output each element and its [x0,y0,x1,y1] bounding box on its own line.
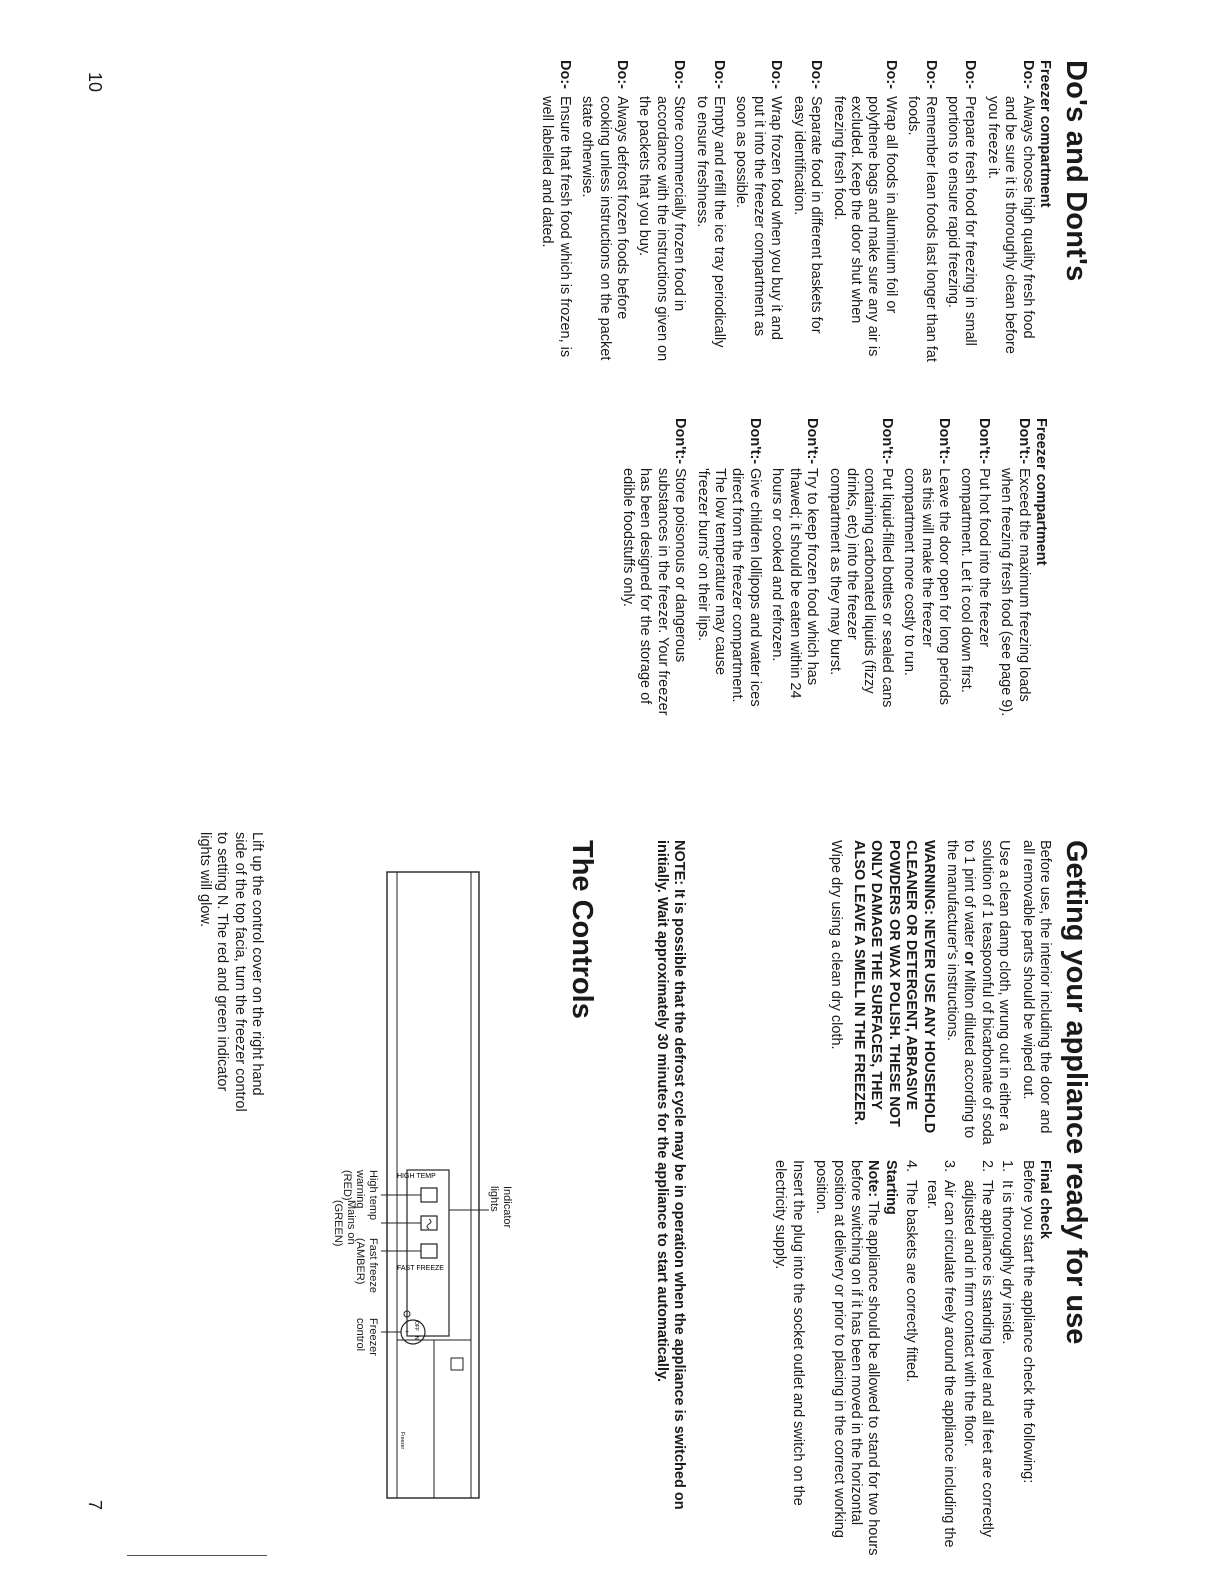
do-item [789,60,824,362]
do-label: Do:- [922,60,939,89]
final-check-heading: Final check [1037,1160,1053,1239]
cleaning-text-a: Use a clean damp cloth, wrung out in either a solution of 1 teaspoonful of bicarbonate of soda to 1 pint of water [961,840,1013,1145]
check-text: Air can circulate freely around the appliance including the rear. [923,1180,957,1548]
insert-plug-text: Insert the plug into the socket outlet and switch on the electricity supply. [772,1160,806,1506]
do-text: Wrap all foods in aluminium foil or polythene bags and make sure any air is excluded. Keep the door shut when freezing fresh food. [830,96,899,357]
check-number: 2. [978,1160,995,1173]
do-text: Remember lean foods last longer than fat foods. [905,96,939,362]
fast-freeze-light [421,1244,437,1258]
panel-brand-text: Freezer [399,1432,405,1450]
scan-edge-mark [127,1555,267,1556]
dont-section-heading: Freezer compartment [1033,418,1049,566]
do-label: Do:- [808,60,825,89]
label-high-temp-warning: High temp warning (RED) [341,1170,379,1221]
do-label: Do:- [711,60,728,89]
dont-text: Leave the door open for long periods as this will make the freezer compartment more costly to run. [901,468,952,706]
do-text: Store commercially frozen food in accordance with the instructions given on the packets that you buy. [636,96,688,362]
dont-item [768,418,820,718]
do-item [983,60,1035,362]
dont-text: Give children lollipops and water ices direct from the freezer compartment. The low temperature may cause 'freezer burns' on their lips. [694,468,763,707]
getting-ready-left-column [820,840,1053,1150]
do-text: Always choose high quality fresh food and be sure it is thoroughly clean before you freeze it. [984,96,1036,354]
do-section-heading: Freezer compartment [1037,60,1053,208]
dont-item [900,418,952,718]
dont-text: Put liquid-filled bottles or sealed cans containing carbonated liquids (fizzy drinks, etc) into the freezer compartment as they may burst. [826,468,895,708]
do-label: Do:- [614,60,631,89]
do-label: Do:- [556,60,573,89]
warning-text: WARNING: NEVER USE ANY HOUSEHOLD CLEANER OR DETERGENT, ABRASIVE POWDERS OR WAX POLISH. THESE NOT ONLY DAMAGE THE SURFACES, THEY ALSO LEAVE A SMELL IN THE FREEZER. [850,840,937,1134]
dos-list [538,60,1036,362]
getting-ready-title: Getting your appliance ready for use [1060,840,1092,1345]
cleaning-or: or [961,951,978,966]
final-check-list [902,1160,1015,1560]
do-label: Do:- [768,60,785,89]
do-item [829,60,899,362]
do-text: Empty and refill the ice tray periodically to ensure freshness. [693,96,728,348]
check-text: The baskets are correctly fitted. [903,1180,920,1383]
label-freezer-control: Freezer control [354,1318,379,1356]
dont-text: Exceed the maximum freezing loads when freezing fresh food (see page 9). [998,468,1032,717]
dos-donts-title: Do's and Dont's [1060,60,1092,282]
do-text: Wrap frozen food when you buy it and put it into the freezer compartment as soon as possible. [733,96,785,340]
dont-item [693,418,763,718]
dont-text: Try to keep frozen food which has thawed; it should be eaten within 24 hours or cooked and refrozen. [769,468,821,699]
label-fast-freeze: Fast freeze (AMBER) [354,1238,379,1294]
panel-high-temp-text: HIGH TEMP [397,1173,436,1180]
do-text: Prepare fresh food for freezing in small portions to ensure rapid freezing. [944,96,979,346]
mains-wave-icon [427,1219,431,1229]
do-item [578,60,630,362]
dont-item [825,418,895,718]
starting-note [812,1160,882,1560]
dial-off-mark: OFF [413,1321,419,1331]
do-text: Ensure that fresh food which is frozen, is well labelled and dated. [539,96,573,358]
do-item [635,60,687,362]
note-text: The appliance should be allowed to stand for two hours before switching on if it has been moved in the horizontal position at delivery or prior to placing in the correct working position. [813,1160,882,1556]
controls-title: The Controls [566,840,598,1019]
do-text: Always defrost frozen foods before cooking unless instructions on the packet state otherwise. [579,96,631,361]
panel-fast-freeze-text: FAST FREEZE [397,1265,444,1272]
do-item [538,60,573,362]
check-text: It is thoroughly dry inside. [999,1180,1016,1345]
dont-text: Put hot food into the freezer compartment. Let it cool down first. [958,468,992,693]
do-item [904,60,939,362]
do-item [944,60,979,362]
final-check-item [902,1160,919,1560]
cleaning-text-b: Milton diluted according to the manufacturer's instructions. [943,840,978,1139]
defrost-note: NOTE: It is possible that the defrost cycle may be in operation when the appliance is switched on initially. Wait approximately 30 minutes for the appliance to start automatically. [653,840,687,1510]
dont-label: Don't:- [672,418,689,465]
do-item [732,60,784,362]
dont-label: Don't:- [878,418,895,465]
cover-small-square [451,1358,463,1370]
intro-text: Before use, the interior including the door and all removable parts should be wiped out. [1019,840,1053,1134]
do-label: Do:- [882,60,899,89]
do-item [692,60,727,362]
check-number: 1. [999,1160,1016,1173]
do-text: Separate food in different baskets for easy identification. [790,96,825,334]
getting-ready-right-column [765,1160,1053,1560]
dont-label: Don't:- [935,418,952,465]
dont-item [997,418,1032,718]
page-number-left: 10 [85,72,105,93]
final-check-item [998,1160,1015,1560]
note-label: Note: [865,1160,882,1198]
final-check-item [922,1160,957,1560]
dont-text: Store poisonous or dangerous substances in the freezer. Your freezer has been designed for the storage of edible foodstuffs only. [620,468,689,716]
dont-item [957,418,992,718]
dial-plus-mark: + [403,1330,409,1334]
dont-label: Don't:- [1015,418,1032,465]
dont-label: Don't:- [975,418,992,465]
dont-item [619,418,689,718]
mains-light [421,1216,437,1230]
cleaning-text [943,840,1013,1150]
check-text: The appliance is standing level and all feet are correctly adjusted and in firm contact with the floor. [961,1180,995,1538]
label-mains-on: Mains on (GREEN) [332,1200,357,1247]
dos-column [533,60,1093,362]
page-number-right: 7 [85,1500,105,1511]
final-check-item [960,1160,995,1560]
do-label: Do:- [671,60,688,89]
final-check-intro: Before you start the appliance check the following: [1019,1160,1036,1484]
do-label: Do:- [962,60,979,89]
wipe-text: Wipe dry using a clean dry cloth. [827,840,844,1050]
donts-list [619,418,1032,718]
check-number: 4. [903,1160,920,1173]
dont-label: Don't:- [746,418,763,465]
dial-n-mark: N [413,1336,419,1340]
starting-heading: Starting [882,1160,899,1215]
check-number: 3. [940,1160,957,1173]
do-label: Do:- [1019,60,1036,89]
facia-outline [387,872,479,1498]
label-indicator-lights: Indicator lights [488,1186,513,1229]
high-temp-light [421,1188,437,1202]
controls-instructions: Lift up the control cover on the right hand side of the top facia, turn the freezer control to setting N. The red and green indicator lights will glow. [196,832,265,1112]
donts-column [614,418,1049,718]
dont-label: Don't:- [804,418,821,465]
